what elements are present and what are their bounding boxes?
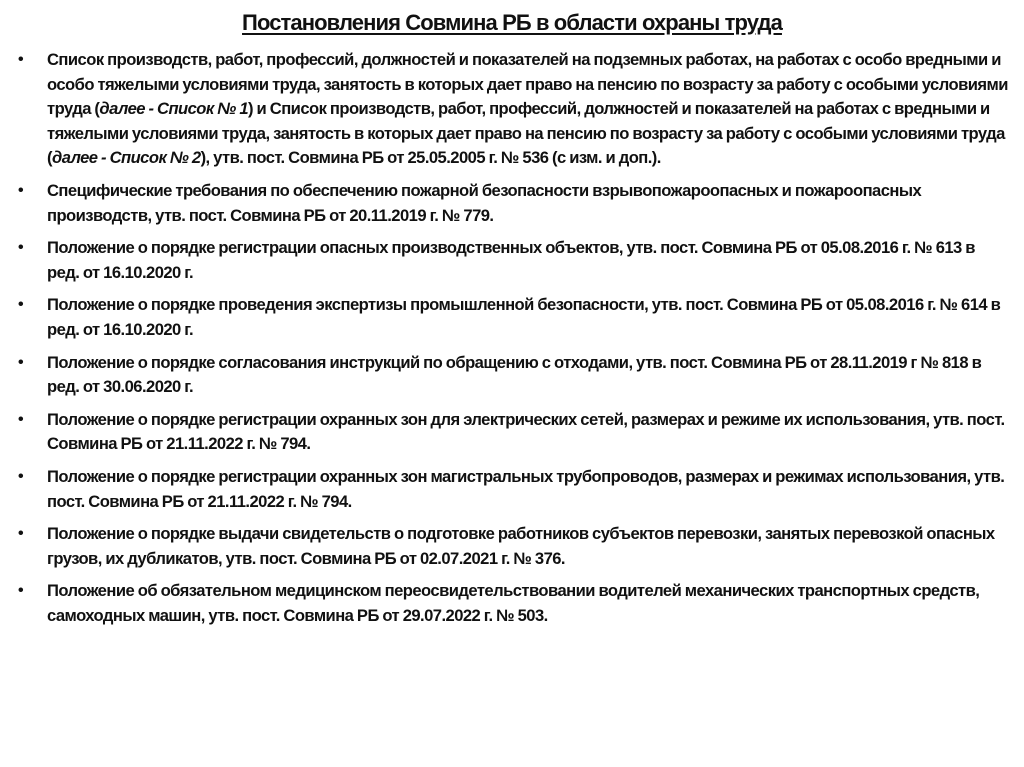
list-item [18, 408, 1008, 457]
item-text: Специфические требования по обеспечению пожарной безопасности взрывопожароопасных и пожароопасных производств, утв. пост. Совмина РБ от 20.11.2019 г. № 779. [47, 180, 922, 225]
item-text: Положение об обязательном медицинском переосвидетельствовании водителей механических транспортных средств, самоходных машин, утв. пост. Совмина РБ от 29.07.2022 г. № 503. [47, 581, 980, 625]
item-text: Положение о порядке выдачи свидетельств о подготовке работников субъектов перевозки, занятых перевозкой опасных грузов, их дубликатов, утв. пост. Совмина РБ от 02.07.2021 г. № 376. [47, 524, 995, 568]
item-italic-text: далее - Список № 1 [99, 99, 249, 119]
bullet-icon: • [18, 467, 24, 485]
item-italic-text: далее - Список № 2 [51, 148, 201, 168]
resolutions-list [18, 48, 1008, 636]
bullet-icon: • [18, 582, 24, 600]
bullet-icon: • [18, 353, 24, 371]
list-item [18, 48, 1008, 171]
item-text: ) и Список производств, работ, профессий, должностей и показателей на работах с вредными и тяжелыми условиями труда, занятость в которых дает право на пенсию по возрасту за работу с особыми условиями труда ( [47, 99, 1005, 168]
list-item [18, 465, 1008, 514]
item-text: ), утв. пост. Совмина РБ от 25.05.2005 г. № 536 (с изм. и доп.). [200, 148, 661, 168]
bullet-icon: • [18, 239, 24, 257]
list-item [18, 522, 1008, 571]
item-text: Положение о порядке проведения экспертизы промышленной безопасности, утв. пост. Совмина РБ от 05.08.2016 г. № 614 в ред. от 16.10.2020 г. [47, 295, 1001, 339]
list-item [18, 579, 1008, 628]
list-item [18, 236, 1008, 285]
item-text: Положение о порядке регистрации опасных производственных объектов, утв. пост. Совмина РБ от 05.08.2016 г. № 613 в ред. от 16.10.2020 г. [47, 238, 975, 282]
page-title: Постановления Совмина РБ в области охраны труда [242, 10, 782, 35]
list-item [18, 293, 1008, 342]
bullet-icon: • [18, 525, 24, 543]
list-item [18, 351, 1008, 400]
item-text: Положение о порядке согласования инструкций по обращению с отходами, утв. пост. Совмина РБ от 28.11.2019 г № 818 в ред. от 30.06.2020 г. [47, 352, 982, 397]
bullet-icon: • [18, 181, 24, 199]
item-text: Положение о порядке регистрации охранных зон для электрических сетей, размерах и режиме их использования, утв. пост. Совмина РБ от 21.11.2022 г. № 794. [47, 409, 1005, 454]
bullet-icon: • [18, 51, 24, 68]
bullet-icon: • [18, 296, 24, 314]
list-item [18, 179, 1008, 228]
item-text: Положение о порядке регистрации охранных зон магистральных трубопроводов, размерах и режимах использования, утв. пост. Совмина РБ от 21.11.2022 г. № 794. [47, 466, 1005, 511]
item-text: Список производств, работ, профессий, должностей и показателей на подземных работах, на работах с особо вредными и особо тяжелыми условиями труда, занятость в которых дает право на пенсию по возрасту за работу с особыми условиями труда ( [47, 50, 1008, 119]
bullet-icon: • [18, 410, 24, 428]
